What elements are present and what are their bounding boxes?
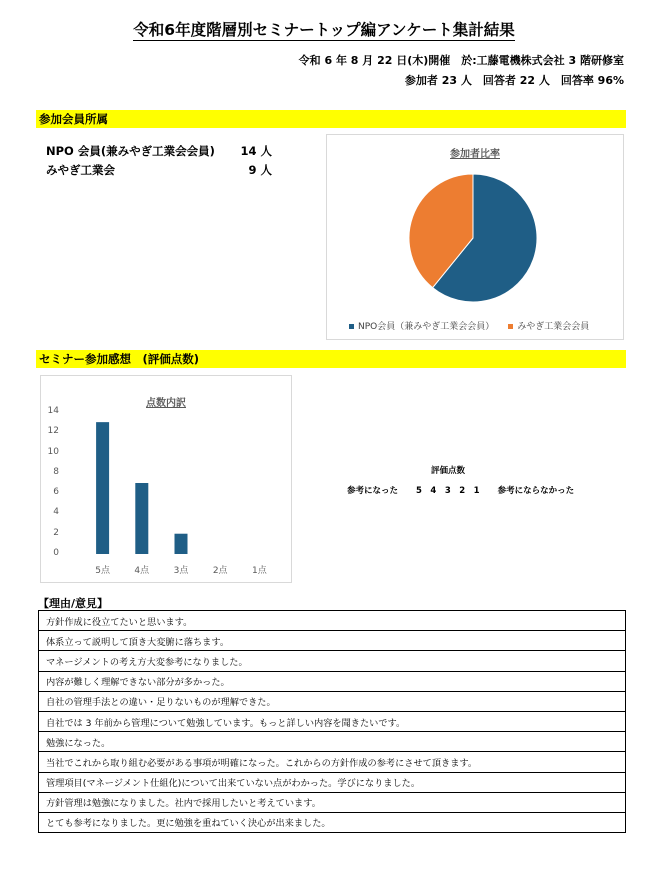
table-row	[39, 711, 626, 731]
membership-label: みやぎ工業会	[46, 163, 115, 177]
membership-row	[46, 162, 272, 178]
pie-chart-title: 参加者比率	[450, 149, 500, 160]
x-tick-label: 4点	[134, 566, 150, 576]
bar-chart-title: 点数内訳	[146, 398, 186, 409]
y-tick-label: 10	[47, 446, 59, 457]
score-scale	[347, 484, 574, 496]
membership-label: NPO 会員(兼みやぎ工業会会員)	[46, 144, 215, 158]
page-title	[0, 18, 648, 40]
comment-cell: 自社では 3 年前から管理について勉強しています。もっと詳しい内容を聞きたいです。	[39, 711, 626, 731]
table-row	[39, 631, 626, 651]
membership-count: 14 人	[240, 144, 272, 158]
comment-cell: 方針管理は勉強になりました。社内で採用したいと考えています。	[39, 792, 626, 812]
x-tick-label: 2点	[212, 566, 228, 576]
legend-label: NPO会員（兼みやぎ工業会会員）	[358, 322, 495, 332]
evaluation-section-title: セミナー参加感想 (評価点数)	[36, 350, 626, 368]
comment-cell: 当社でこれから取り組む必要がある事項が明確になった。これからの方針作成の参考にさせて頂きます。	[39, 752, 626, 772]
y-tick-label: 8	[53, 466, 59, 477]
table-row	[39, 752, 626, 772]
table-row	[39, 772, 626, 792]
table-row	[39, 611, 626, 631]
date-venue: 令和 6 年 8 月 22 日(木)開催 於:工藤電機株式会社 3 階研修室	[298, 54, 624, 67]
legend-swatch	[349, 324, 354, 329]
x-tick-label: 3点	[173, 566, 189, 576]
comment-cell: 方針作成に役立てたいと思います。	[39, 611, 626, 631]
bar-chart	[41, 376, 291, 582]
legend-item-miyagi	[508, 319, 589, 332]
comment-cell: 自社の管理手法との違い・足りないものが理解できた。	[39, 691, 626, 711]
y-tick-label: 4	[53, 507, 59, 518]
table-row	[39, 651, 626, 671]
scale-right-label: 参考にならなかった	[497, 486, 575, 496]
comment-cell: 管理項目(マネージメント仕組化)について出来ていない点がわかった。学びになりました。	[39, 772, 626, 792]
membership-row	[46, 143, 272, 159]
scale-title: 評価点数	[430, 466, 465, 476]
table-row	[39, 671, 626, 691]
comment-cell: マネージメントの考え方大変参考になりました。	[39, 651, 626, 671]
x-tick-label: 1点	[252, 566, 267, 576]
y-tick-label: 6	[53, 487, 59, 498]
y-tick-label: 14	[47, 406, 59, 416]
comment-cell: 内容が難しく理解できない部分が多かった。	[39, 671, 626, 691]
table-row	[39, 812, 626, 832]
table-row	[39, 691, 626, 711]
y-tick-label: 2	[53, 527, 59, 538]
table-row	[39, 792, 626, 812]
scale-points: 5 4 3 2 1	[416, 486, 480, 496]
y-tick-label: 0	[53, 548, 59, 558]
pie-chart-frame	[326, 134, 624, 340]
y-tick-label: 12	[47, 426, 59, 437]
comment-cell: 体系立って説明して頂き大変腑に落ちます。	[39, 631, 626, 651]
comments-heading: 【理由/意見】	[38, 597, 109, 610]
table-row	[39, 732, 626, 752]
bar-chart-frame	[40, 375, 292, 583]
comment-cell: 勉強になった。	[39, 732, 626, 752]
scale-left-label: 参考になった	[347, 486, 399, 496]
membership-section-title: 参加会員所属	[36, 110, 626, 128]
bar-5点	[96, 422, 109, 554]
x-tick-label: 5点	[95, 566, 110, 576]
page-title-text: 令和6年度階層別セミナートップ編アンケート集計結果	[133, 21, 515, 39]
bar-3点	[175, 534, 188, 554]
legend-item-npo	[349, 319, 494, 332]
participation-stats: 参加者 23 人 回答者 22 人 回答率 96%	[404, 74, 624, 87]
legend-label: みやぎ工業会会員	[517, 322, 590, 332]
comment-cell: とても参考になりました。更に勉強を重ねていく決心が出来ました。	[39, 812, 626, 832]
membership-count: 9 人	[248, 163, 272, 177]
pie-chart	[327, 135, 623, 339]
legend-swatch	[508, 324, 513, 329]
pie-legend	[349, 319, 589, 332]
bar-4点	[135, 483, 148, 554]
comments-table	[38, 610, 626, 833]
